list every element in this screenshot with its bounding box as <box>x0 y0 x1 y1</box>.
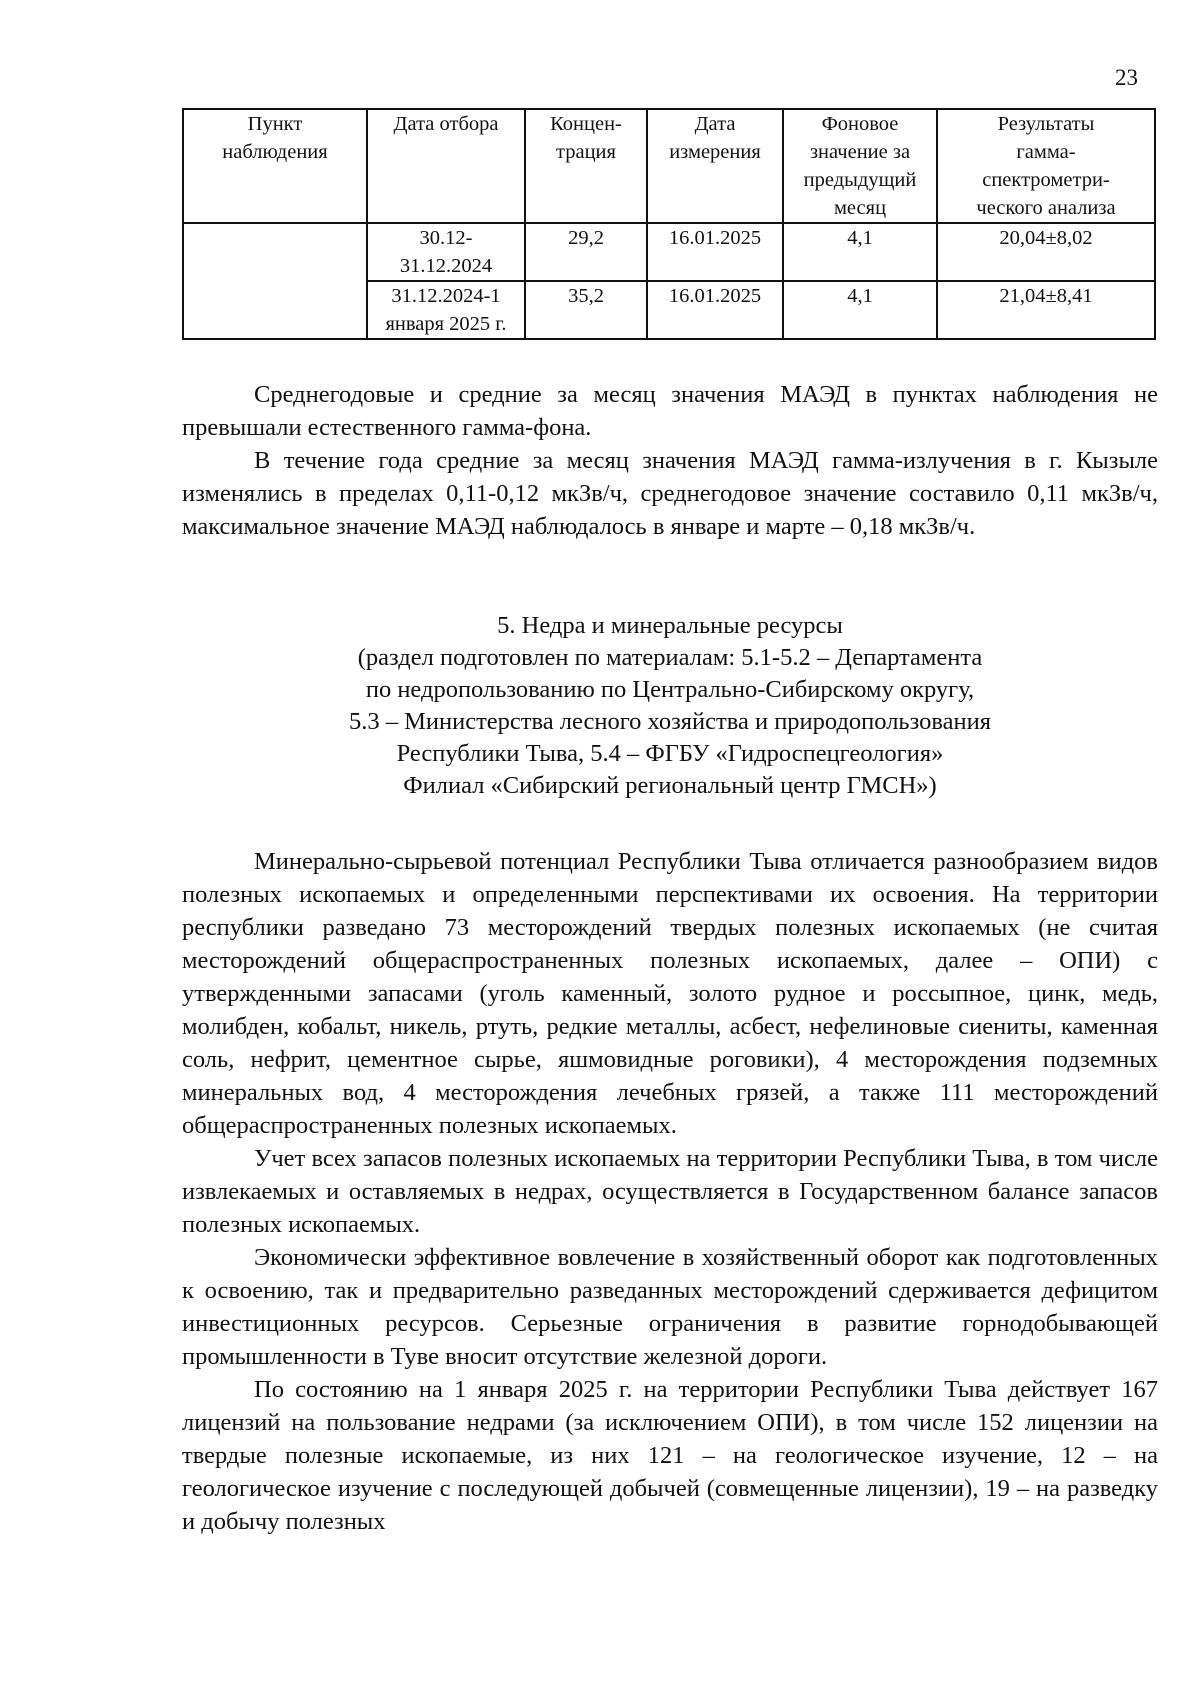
table-row <box>183 223 1155 281</box>
header-line: Концен- <box>550 113 622 135</box>
paragraph: По состоянию на 1 января 2025 г. на территории Республики Тыва действует 167 лицензий на пользование недрами (за исключением ОПИ), в том числе 152 лицензии на твердые полезные ископаемые, из них 121 – на геологическое изучение, 12 – на геологическое изучение с последующей добычей (совмещенные лицензии), 19 – на разведку и добычу полезных <box>182 1376 1158 1535</box>
header-cell-background <box>783 109 937 223</box>
header-line: трация <box>556 141 616 163</box>
header-line: Фоновое <box>821 113 899 135</box>
section-title: 5. Недра и минеральные ресурсы <box>497 612 843 639</box>
header-cell-concentration <box>525 109 647 223</box>
text-block-bottom <box>182 845 1158 1538</box>
section-source-line: по недропользованию по Центрально-Сибирскому округу, <box>365 676 975 703</box>
section-source-line: (раздел подготовлен по материалам: 5.1-5.2 – Департамента <box>357 644 983 671</box>
paragraph: Среднегодовые и средние за месяц значения МАЭД в пунктах наблюдения не превышали естественного гамма-фона. <box>182 381 1158 441</box>
table-cell-result: 20,04±8,02 <box>937 223 1155 281</box>
header-line: ческого анализа <box>976 197 1116 219</box>
section-source-line: 5.3 – Министерства лесного хозяйства и природопользования <box>348 708 992 735</box>
page-number: 23 <box>1115 65 1138 90</box>
header-line: предыдущий <box>803 169 917 191</box>
header-line: гамма- <box>1016 141 1076 163</box>
paragraph: Учет всех запасов полезных ископаемых на территории Республики Тыва, в том числе извлекаемых и оставляемых в недрах, осуществляется в Государственном балансе запасов полезных ископаемых. <box>182 1145 1158 1238</box>
section-source-line: Республики Тыва, 5.4 – ФГБУ «Гидроспецгеология» <box>396 740 944 767</box>
paragraph: Экономически эффективное вовлечение в хозяйственный оборот как подготовленных к освоению, так и предварительно разведанных месторождений сдерживается дефицитом инвестиционных ресурсов. Серьезные ограничения в развитие горнодобывающей промышленности в Туве вносит отсутствие железной дороги. <box>182 1244 1158 1370</box>
table-cell-background: 4,1 <box>783 223 937 281</box>
header-line: Дата отбора <box>393 113 499 135</box>
table-cell-background: 4,1 <box>783 281 937 339</box>
header-cell-measure-date <box>647 109 783 223</box>
section-source-line: Филиал «Сибирский региональный центр ГМСН») <box>403 772 937 799</box>
paragraph: В течение года средние за месяц значения МАЭД гамма-излучения в г. Кызыле изменялись в пределах 0,11-0,12 мкЗв/ч, среднегодовое значение составило 0,11 мкЗв/ч, максимальное значение МАЭД наблюдалось в январе и марте – 0,18 мкЗв/ч. <box>182 447 1158 540</box>
table-cell-point <box>183 223 367 339</box>
header-line: месяц <box>833 197 887 219</box>
header-line: Результаты <box>997 113 1095 135</box>
table-cell-result: 21,04±8,41 <box>937 281 1155 339</box>
cell-line: 30.12- <box>419 227 473 249</box>
paragraph: Минерально-сырьевой потенциал Республики Тыва отличается разнообразием видов полезных ископаемых и определенными перспективами их освоения. На территории республики разведано 73 месторождений твердых полезных ископаемых (не считая месторождений общераспространенных полезных ископаемых, далее – ОПИ) с утвержденными запасами (уголь каменный, золото рудное и россыпное, цинк, медь, молибден, кобальт, никель, ртуть, редкие металлы, асбест, нефелиновые сиениты, каменная соль, нефрит, цементное сырье, яшмовидные роговики), 4 месторождения подземных минеральных вод, 4 месторождения лечебных грязей, а также 111 месторождений общераспространенных полезных ископаемых. <box>182 848 1158 1139</box>
header-line: спектрометри- <box>982 169 1110 191</box>
table-header-row <box>183 109 1155 223</box>
cell-line: 31.12.2024 <box>399 255 493 277</box>
table-cell-measure-date: 16.01.2025 <box>647 223 783 281</box>
header-line: Пункт <box>247 113 303 135</box>
header-cell-point <box>183 109 367 223</box>
table-cell-concentration: 35,2 <box>525 281 647 339</box>
table-cell-sample-date <box>367 281 525 339</box>
measurements-table <box>182 108 1156 340</box>
text-block-top <box>182 378 1158 543</box>
cell-line: 31.12.2024-1 <box>391 285 501 307</box>
header-cell-result <box>937 109 1155 223</box>
table-cell-sample-date <box>367 223 525 281</box>
table-cell-measure-date: 16.01.2025 <box>647 281 783 339</box>
header-line: измерения <box>669 141 761 163</box>
table-cell-concentration: 29,2 <box>525 223 647 281</box>
section-heading <box>182 610 1158 802</box>
cell-line: января 2025 г. <box>385 313 507 335</box>
header-line: Дата <box>694 113 736 135</box>
header-cell-sample-date <box>367 109 525 223</box>
header-line: значение за <box>809 141 911 163</box>
header-line: наблюдения <box>222 141 328 163</box>
